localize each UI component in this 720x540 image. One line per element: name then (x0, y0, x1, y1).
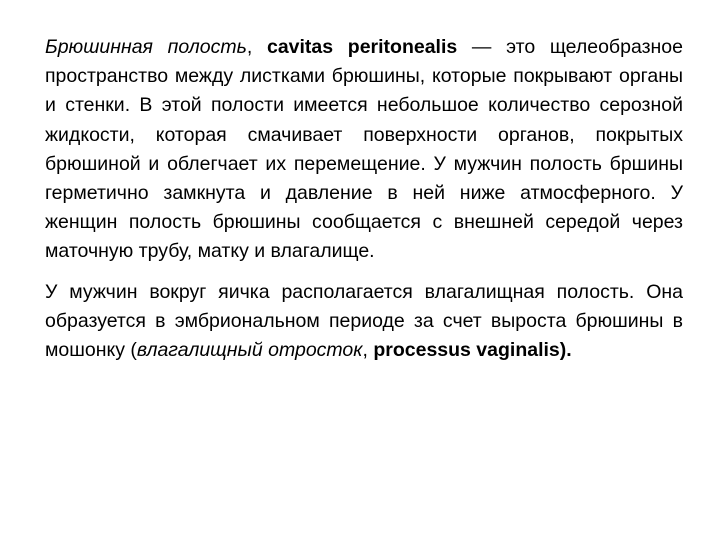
closing-punctuation: ). (559, 339, 572, 362)
paragraph-text: У мужчин вокруг яичка располагается влагалищная полость. Она образуется в эмбриональном периоде за счет выроста брюшины в мошонку ( (45, 280, 683, 362)
paragraph-text: — это щелеобразное пространство между листками брюшины, которые покрывают органы и стенки. В этой полости имеется небольшое количество серозной жидкости, которая смачивает поверхности органов, покрытых брюшиной и облегчает их перемещение. У мужчин полость бршины герметично замкнута и давление в ней ниже атмосферного. У женщин полость брюшины сообщается с внешней середой через маточную трубу, матку и влагалище. (45, 36, 683, 263)
slide-body (45, 33, 683, 365)
separator: , (362, 339, 374, 362)
term-russian: Брюшинная полость (45, 36, 247, 58)
term-latin: processus vaginalis (373, 339, 560, 362)
term-latin: cavitas peritonealis (266, 36, 458, 58)
paragraph-vaginal-cavity (45, 278, 683, 366)
paragraph-peritoneal-cavity (45, 33, 683, 267)
term-russian: влагалищный отросток (136, 339, 363, 362)
separator: , (246, 36, 267, 58)
